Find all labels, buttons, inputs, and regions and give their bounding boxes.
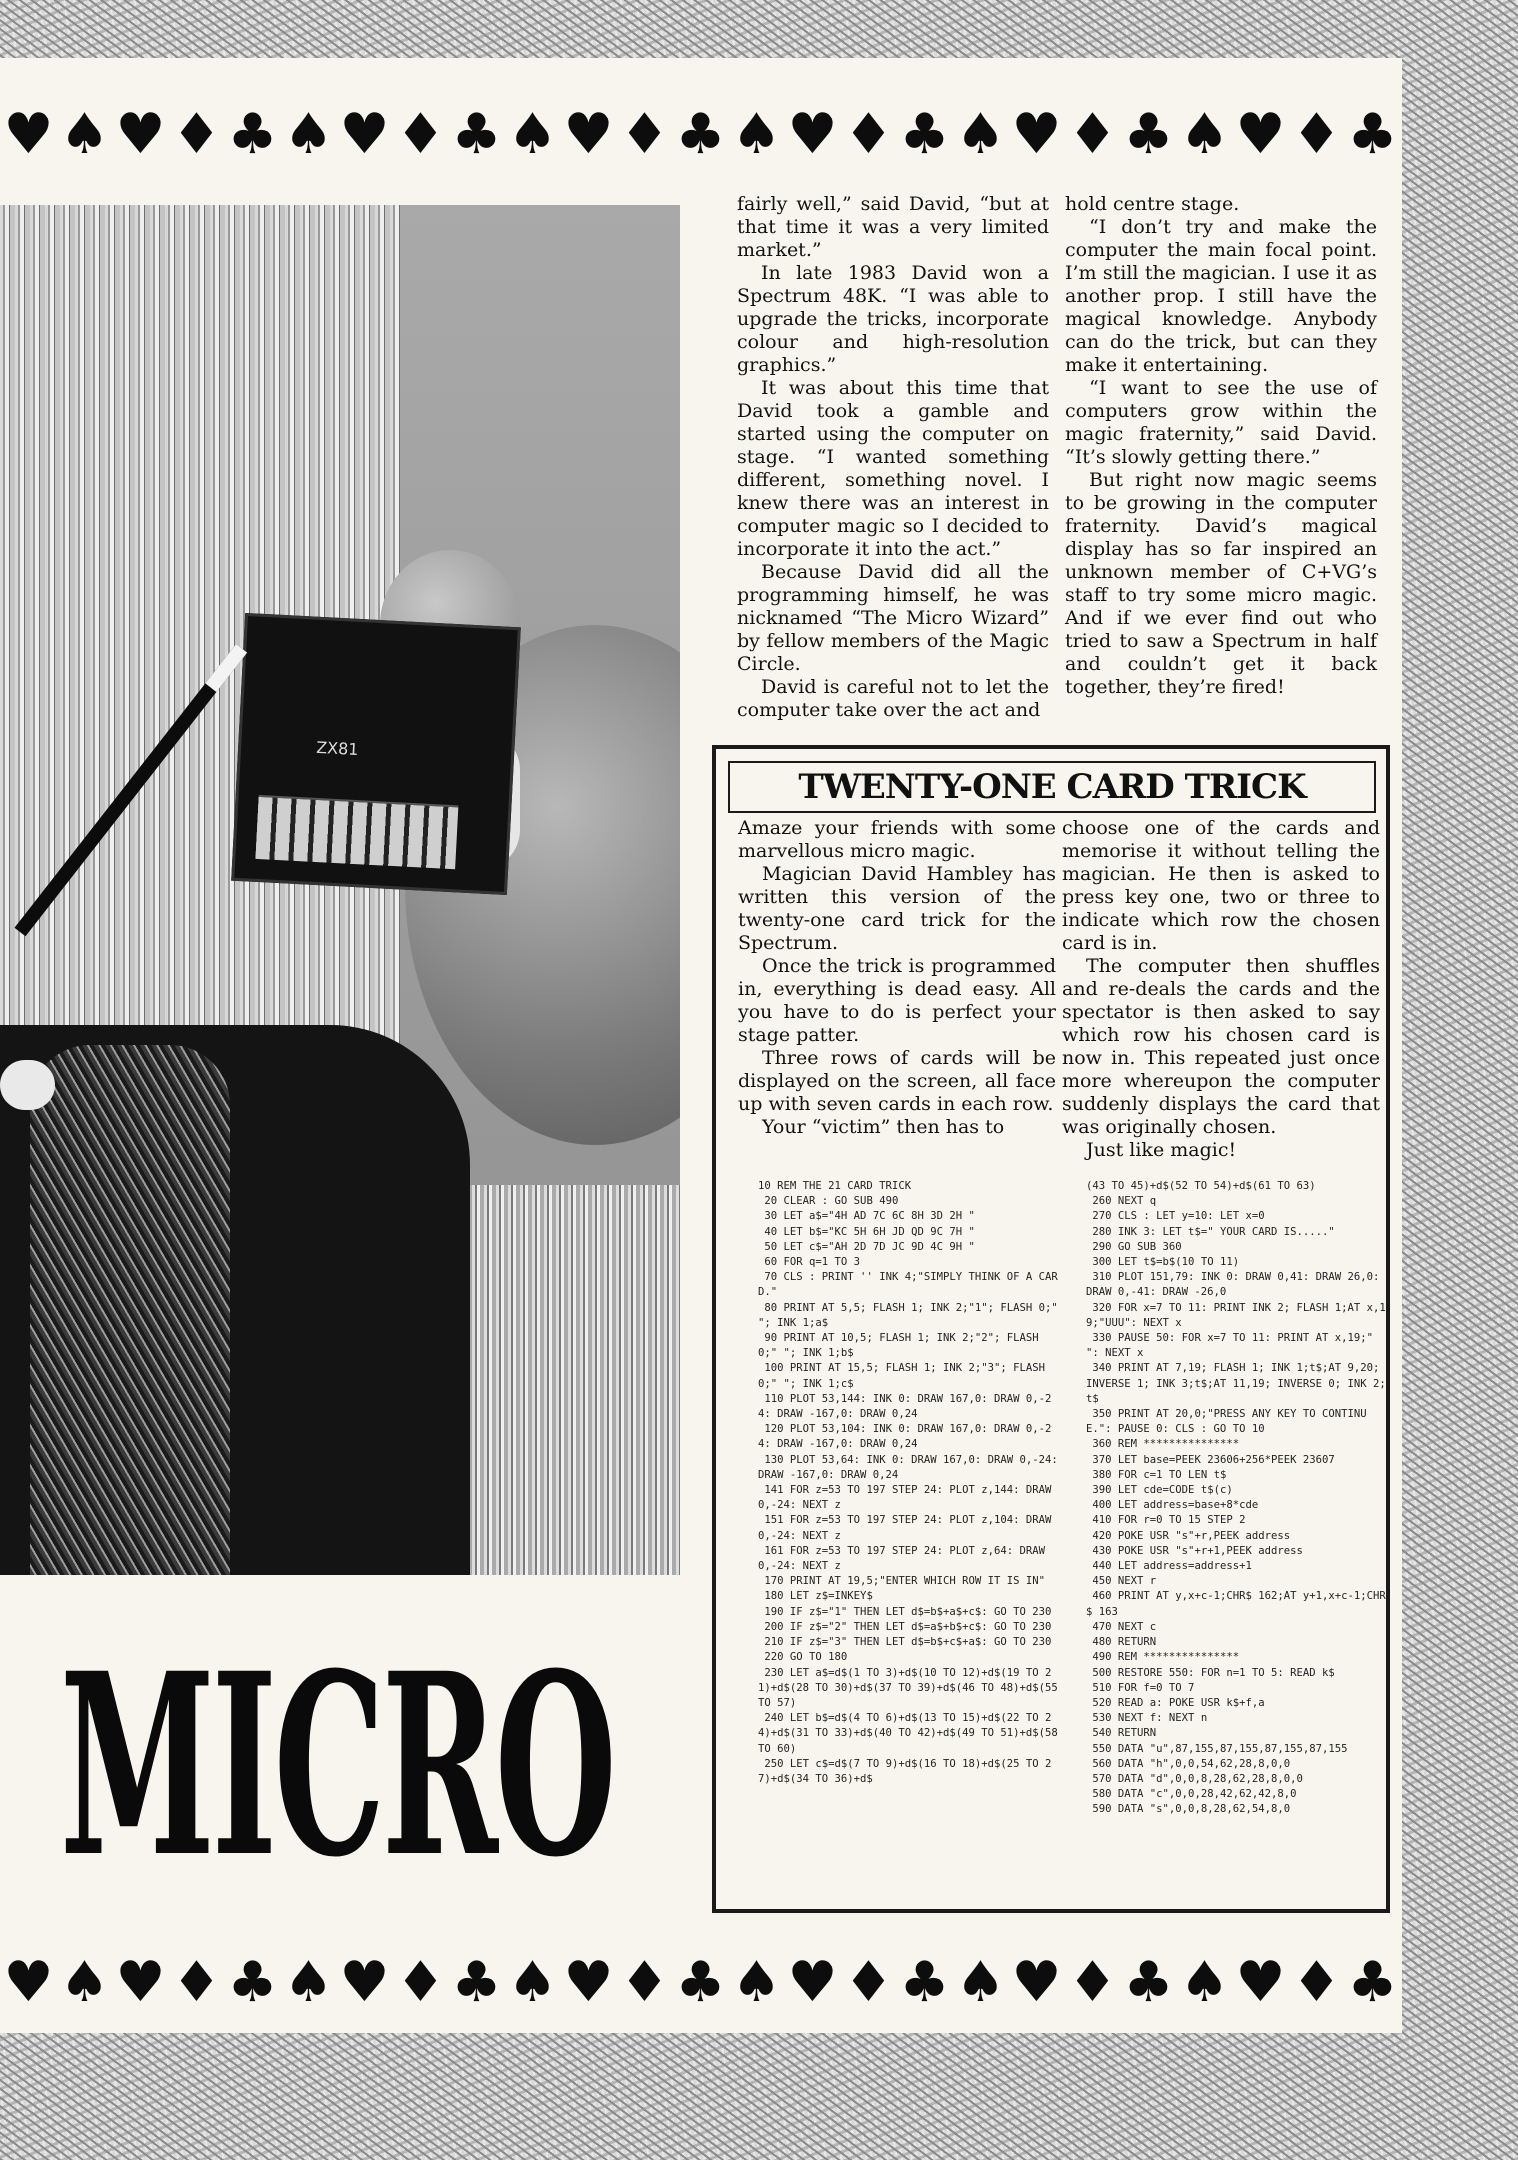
magic-wand [14,644,247,936]
suit-icon: ♠ [59,1950,109,2015]
suit-icon: ♦ [171,1950,221,2015]
suit-icon: ♠ [283,102,333,167]
suit-icon: ♥ [787,1950,837,2015]
program-listing-1: 10 REM THE 21 CARD TRICK 20 CLEAR : GO SUB 490 30 LET a$="4H AD 7C 6C 8H 3D 2H " 40 LET b$="KC 5H 6H JD QD 9C 7H " 50 LET c$="AH 2D 7D JC 9D 4C 9H " 60 FOR q=1 TO 3 70 CLS : PRINT '' INK 4;"SIMPLY THINK OF A CARD." 80 PRINT AT 5,5; FLASH 1; INK 2;"1"; FLASH 0;" "; INK 1;a$ 90 PRINT AT 10,5; FLASH 1; INK 2;"2"; FLASH 0;" "; INK 1;b$ 100 PRINT AT 15,5; FLASH 1; INK 2;"3"; FLASH 0;" "; INK 1;c$ 110 PLOT 53,144: INK 0: DRAW 167,0: DRAW 0,-24: DRAW -167,0: DRAW 0,24 120 PLOT 53,104: INK 0: DRAW 167,0: DRAW 0,-24: DRAW -167,0: DRAW 0,24 130 PLOT 53,64: INK 0: DRAW 167,0: DRAW 0,-24: DRAW -167,0: DRAW 0,24 141 FOR z=53 TO 197 STEP 24: PLOT z,144: DRAW 0,-24: NEXT z 151 FOR z=53 TO 197 STEP 24: PLOT z,104: DRAW 0,-24: NEXT z 161 FOR z=53 TO 197 STEP 24: PLOT z,64: DRAW 0,-24: NEXT z 170 PRINT AT 19,5;"ENTER WHICH ROW IT IS IN" 180 LET z$=INKEY$ 190 IF z$="1" THEN LET d$=b$+a$+c$: GO TO 230 200 IF z$="2" THEN LET d$=a$+b$+c$: GO TO 230 210 IF z$="3" THEN LET d$=b$+c$+a$: GO TO 230 220 GO TO 180 230 LET a$=d$(1 TO 3)+d$(10 TO 12)+d$(19 TO 21)+d$(28 TO 30)+d$(37 TO 39)+d$(46 TO 48)+d$(55 TO 57) 240 LET b$=d$(4 TO 6)+d$(13 TO 15)+d$(22 TO 24)+d$(31 TO 33)+d$(40 TO 42)+d$(49 TO 51)+d$(58 TO 60) 250 LET c$=d$(7 TO 9)+d$(16 TO 18)+d$(25 TO 27)+d$(34 TO 36)+d$ [758,1180,1058,1785]
suit-icon: ♥ [1011,102,1061,167]
suit-icon: ♣ [899,1950,949,2015]
suit-icon: ♣ [899,102,949,167]
suit-icon: ♣ [675,1950,725,2015]
program-listing-2: (43 TO 45)+d$(52 TO 54)+d$(61 TO 63) 260 NEXT q 270 CLS : LET y=10: LET x=0 280 INK 3: LET t$=" YOUR CARD IS....." 290 GO SUB 360 300 LET t$=b$(10 TO 11) 310 PLOT 151,79: INK 0: DRAW 0,41: DRAW 26,0: DRAW 0,-41: DRAW -26,0 320 FOR x=7 TO 11: PRINT INK 2; FLASH 1;AT x,19;"UUU": NEXT x 330 PAUSE 50: FOR x=7 TO 11: PRINT AT x,19;" ": NEXT x 340 PRINT AT 7,19; FLASH 1; INK 1;t$;AT 9,20; INVERSE 1; INK 3;t$;AT 11,19; INVERSE 0; INK 2;t$ 350 PRINT AT 20,0;"PRESS ANY KEY TO CONTINUE.": PAUSE 0: CLS : GO TO 10 360 REM *************** 370 LET base=PEEK 23606+256*PEEK 23607 380 FOR c=1 TO LEN t$ 390 LET cde=CODE t$(c) 400 LET address=base+8*cde 410 FOR r=0 TO 15 STEP 2 420 POKE USR "s"+r,PEEK address 430 POKE USR "s"+r+1,PEEK address 440 LET address=address+1 450 NEXT r 460 PRINT AT y,x+c-1;CHR$ 162;AT y+1,x+c-1;CHR$ 163 470 NEXT c 480 RETURN 490 REM *************** 500 RESTORE 550: FOR n=1 TO 5: READ k$ 510 FOR f=0 TO 7 520 READ a: POKE USR k$+f,a 530 NEXT f: NEXT n 540 RETURN 550 DATA "u",87,155,87,155,87,155,87,155 560 DATA "h",0,0,54,62,28,8,0,0 570 DATA "d",0,0,8,28,62,28,8,0,0 580 DATA "c",0,0,28,42,62,42,8,0 590 DATA "s",0,0,8,28,62,54,8,0 [1086,1180,1386,1816]
suit-icon: ♠ [955,102,1005,167]
suit-icon: ♠ [507,1950,557,2015]
suit-icon: ♣ [1347,102,1397,167]
suit-icon: ♥ [787,102,837,167]
suit-icon: ♦ [171,102,221,167]
tinsel-garland [30,1045,230,1575]
paragraph: fairly well,” said David, “but at that time it was a very limited market.” [737,193,1049,261]
paragraph: In late 1983 David won a Spectrum 48K. “I was able to upgrade the tricks, incorporate colour and high-resolution graphics.” [737,262,1049,376]
suit-icon: ♦ [1291,1950,1341,2015]
paragraph: “I want to see the use of computers grow within the magic fraternity,” said David. “It’s slowly getting there.” [1065,377,1377,468]
suit-border-top [0,100,1402,170]
suit-icon: ♥ [563,102,613,167]
suit-icon: ♥ [339,1950,389,2015]
paragraph: It was about this time that David took a gamble and started using the computer on stage. “I wanted something different, something novel. I knew there was an interest in computer magic so I decided to incorporate it into the act.” [737,377,1049,560]
suit-icon: ♣ [1123,1950,1173,2015]
suit-icon: ♥ [3,102,53,167]
suit-icon: ♥ [1235,102,1285,167]
suit-icon: ♠ [955,1950,1005,2015]
paragraph: Amaze your friends with some marvellous micro magic. [738,817,1056,862]
suit-icon: ♦ [843,102,893,167]
suit-icon: ♣ [227,102,277,167]
paragraph: The computer then shuffles and re-deals the cards and the spectator is then asked to say which row his chosen card is now in. This repeated just once more whereupon the computer suddenly displays the card that was originally chosen. [1062,955,1380,1138]
suit-icon: ♠ [59,102,109,167]
card-trick-box [712,745,1390,1913]
paragraph: Your “victim” then has to [762,1116,1005,1138]
computer-label: ZX81 [315,737,359,760]
paragraph: Once the trick is programmed in, everything is dead easy. All you have to do is perfect your stage patter. [738,955,1056,1046]
suit-icon: ♥ [115,102,165,167]
suit-icon: ♠ [731,1950,781,2015]
suit-icon: ♠ [1179,1950,1229,2015]
paragraph: Just like magic! [1086,1139,1237,1161]
suit-icon: ♣ [227,1950,277,2015]
box-column-2 [1062,817,1380,1162]
paragraph: David is careful not to let the computer take over the act and [737,676,1049,721]
suit-icon: ♠ [1179,102,1229,167]
hand-left [0,1060,55,1110]
suit-icon: ♦ [1067,1950,1117,2015]
suit-icon: ♣ [451,1950,501,2015]
box-heading: TWENTY-ONE CARD TRICK [728,761,1376,813]
paragraph: But right now magic seems to be growing in the computer fraternity. David’s magical display has so far inspired an unknown member of C+VG’s staff to try some micro magic. And if we ever find out who tried to saw a Spectrum in half and couldn’t get it back together, they’re fired! [1065,469,1377,698]
suit-icon: ♥ [339,102,389,167]
suit-icon: ♦ [395,1950,445,2015]
suit-icon: ♦ [619,1950,669,2015]
paragraph: Three rows of cards will be displayed on the screen, all face up with seven cards in each row. [738,1047,1056,1115]
paragraph: Magician David Hambley has written this version of the twenty-one card trick for the Spectrum. [738,863,1056,954]
zx81-computer [231,613,521,895]
suit-icon: ♣ [675,102,725,167]
paragraph: Because David did all the programming himself, he was nicknamed “The Micro Wizard” by fellow members of the Magic Circle. [737,561,1049,675]
article-column-1 [737,193,1049,722]
suit-icon: ♥ [1235,1950,1285,2015]
magician-photo [0,205,680,1575]
suit-icon: ♦ [619,102,669,167]
suit-icon: ♠ [731,102,781,167]
suit-icon: ♦ [1291,102,1341,167]
suit-icon: ♥ [3,1950,53,2015]
paragraph: “I don’t try and make the computer the main focal point. I’m still the magician. I use it as another prop. I still have the magical knowledge. Anybody can do the trick, but can they make it entertaining. [1065,216,1377,376]
suit-icon: ♦ [395,102,445,167]
suit-icon: ♠ [507,102,557,167]
suit-border-bottom [0,1948,1402,2018]
suit-icon: ♠ [283,1950,333,2015]
suit-icon: ♣ [1123,102,1173,167]
suit-icon: ♣ [451,102,501,167]
suit-icon: ♥ [1011,1950,1061,2015]
paragraph: hold centre stage. [1065,193,1240,215]
suit-icon: ♦ [1067,102,1117,167]
keyboard [255,795,458,869]
paragraph: choose one of the cards and memorise it without telling the magician. He then is asked to press key one, two or three to indicate which row the chosen card is in. [1062,817,1380,954]
suit-icon: ♣ [1347,1950,1397,2015]
article-column-2 [1065,193,1377,699]
suit-icon: ♥ [115,1950,165,2015]
suit-icon: ♥ [563,1950,613,2015]
suit-icon: ♦ [843,1950,893,2015]
box-column-1 [738,817,1056,1139]
title-micro: MICRO [60,1618,614,1912]
